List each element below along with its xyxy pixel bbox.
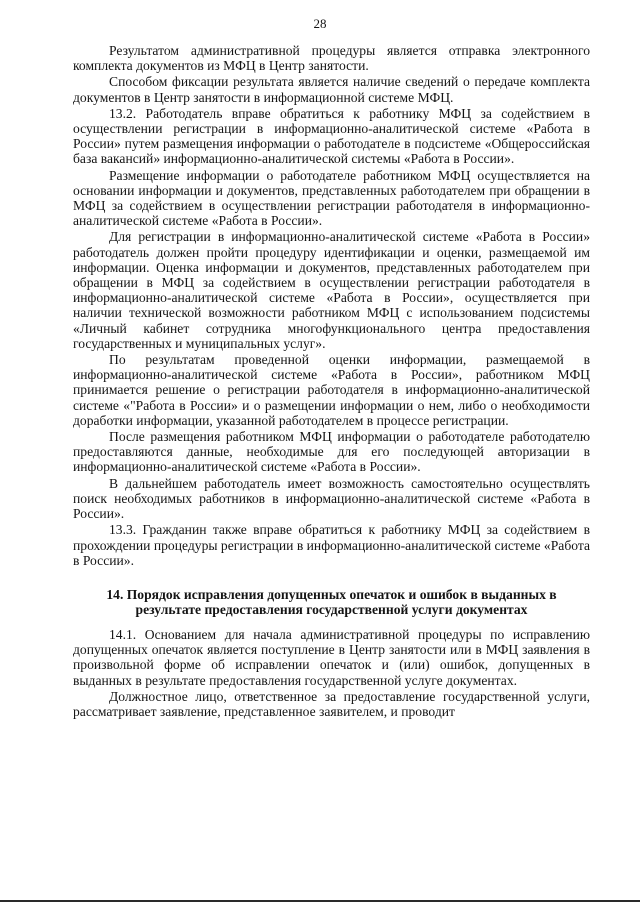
paragraph: Результатом административной процедуры является отправка электронного комплекта документов из МФЦ в Центр занятости.: [73, 43, 590, 74]
document-body: [73, 43, 590, 719]
page-bottom-rule: [0, 900, 640, 902]
page-number: 28: [313, 16, 327, 31]
paragraph: 13.2. Работодатель вправе обратиться к работнику МФЦ за содействием в осуществлении регистрации в информационно-аналитической системе «Работа в России» путем размещения информации о работодателе в подсистеме «Общероссийская база вакансий» информационно-аналитической системы «Работа в России».: [73, 105, 590, 167]
paragraph: 14.1. Основанием для начала административной процедуры по исправлению допущенных опечаток является поступление в Центр занятости или в МФЦ заявления в произвольной форме об исправлении опечаток и (или) ошибок, допущенных в выданных в результате предоставления государственной услуге документах.: [73, 626, 590, 688]
paragraph: Способом фиксации результата является наличие сведений о передаче комплекта документов в Центр занятости в информационной системе МФЦ.: [73, 74, 590, 105]
paragraph: Для регистрации в информационно-аналитической системе «Работа в России» работодатель должен пройти процедуру идентификации и оценки, размещаемой им информации. Оценка информации и документов, представленных работодателем при обращении в МФЦ за содействием в осуществлении регистрации работодателя в информационно-аналитической системе «Работа в России», осуществляется при наличии технической возможности работником МФЦ с использованием подсистемы «Личный кабинет сотрудника многофункционального центра предоставления государственных и муниципальных услуг».: [73, 229, 590, 351]
paragraph: 13.3. Гражданин также вправе обратиться к работнику МФЦ за содействием в прохождении процедуры регистрации в информационно-аналитической системе «Работа в России».: [73, 522, 590, 568]
paragraph: Размещение информации о работодателе работником МФЦ осуществляется на основании информации и документов, представленных работодателем при обращении в МФЦ за содействием в осуществлении регистрации работодателя в информационно-аналитической системе «Работа в России».: [73, 167, 590, 229]
section-heading: 14. Порядок исправления допущенных опечаток и ошибок в выданных в результате предоставления государственной услуги документах: [106, 586, 557, 618]
paragraph: По результатам проведенной оценки информации, размещаемой в информационно-аналитической системе «Работа в России», работником МФЦ принимается решение о регистрации работодателя в информационно-аналитической системе «"Работа в России» и о размещении информации о нем, либо о необходимости доработки информации, указанной работодателем в процессе регистрации.: [73, 352, 590, 428]
paragraph: После размещения работником МФЦ информации о работодателе работодателю предоставляются данные, необходимые для его последующей авторизации в информационно-аналитической системе «Работа в России».: [73, 429, 590, 475]
paragraph: Должностное лицо, ответственное за предоставление государственной услуги, рассматривает заявление, представленное заявителем, и проводит: [73, 688, 590, 719]
paragraph: В дальнейшем работодатель имеет возможность самостоятельно осуществлять поиск необходимых работников в информационно-аналитической системе «Работа в России».: [73, 475, 590, 522]
